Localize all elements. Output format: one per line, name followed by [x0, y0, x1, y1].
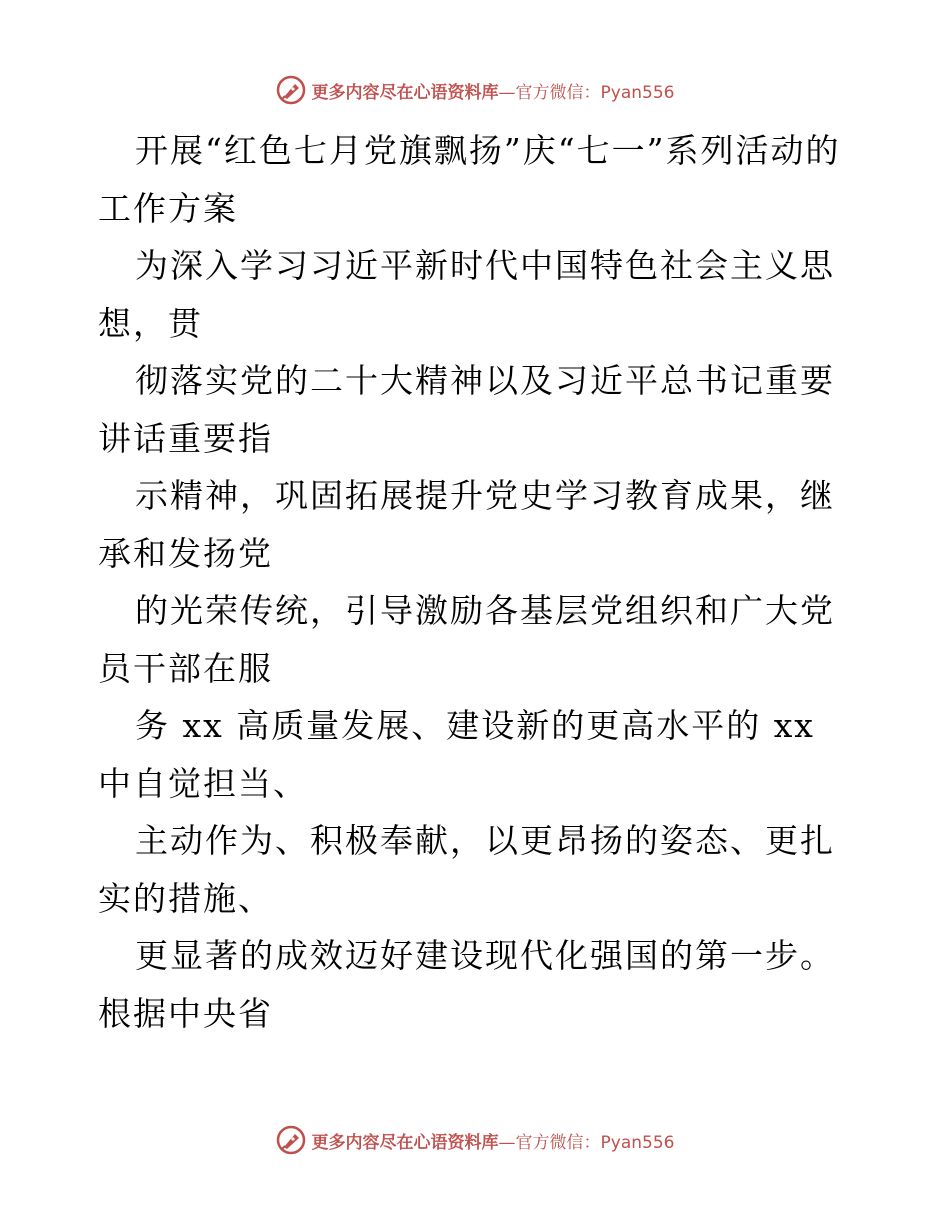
body-paragraph: 为深入学习习近平新时代中国特色社会主义思想，贯 — [98, 246, 835, 343]
body-paragraph: 更显著的成效迈好建设现代化强国的第一步。根据中央省 — [98, 936, 835, 1033]
footer-watermark — [0, 1122, 950, 1158]
body-paragraph: 主动作为、积极奉献，以更昂扬的姿态、更扎实的措施、 — [98, 821, 835, 918]
watermark-text: 更多内容尽在心语资料库 — [311, 1132, 499, 1153]
pen-nib-logo-icon — [276, 1125, 306, 1155]
header-watermark — [0, 72, 950, 108]
body-paragraph: 的光荣传统，引导激励各基层党组织和广大党员干部在服 — [98, 591, 835, 688]
watermark-contact: —官方微信：Pyan556 — [498, 1132, 675, 1153]
watermark-text: 更多内容尽在心语资料库 — [311, 82, 499, 103]
body-paragraph: 务 xx 高质量发展、建设新的更高水平的 xx 中自觉担当、 — [98, 706, 815, 803]
document-body — [98, 122, 858, 1042]
watermark-contact: —官方微信：Pyan556 — [498, 82, 675, 103]
body-paragraph: 示精神，巩固拓展提升党史学习教育成果，继承和发扬党 — [98, 476, 835, 573]
body-paragraph: 彻落实党的二十大精神以及习近平总书记重要讲话重要指 — [98, 361, 835, 458]
pen-nib-logo-icon — [276, 75, 306, 105]
document-title: 开展“红色七月党旗飘扬”庆“七一”系列活动的工作方案 — [98, 131, 841, 228]
